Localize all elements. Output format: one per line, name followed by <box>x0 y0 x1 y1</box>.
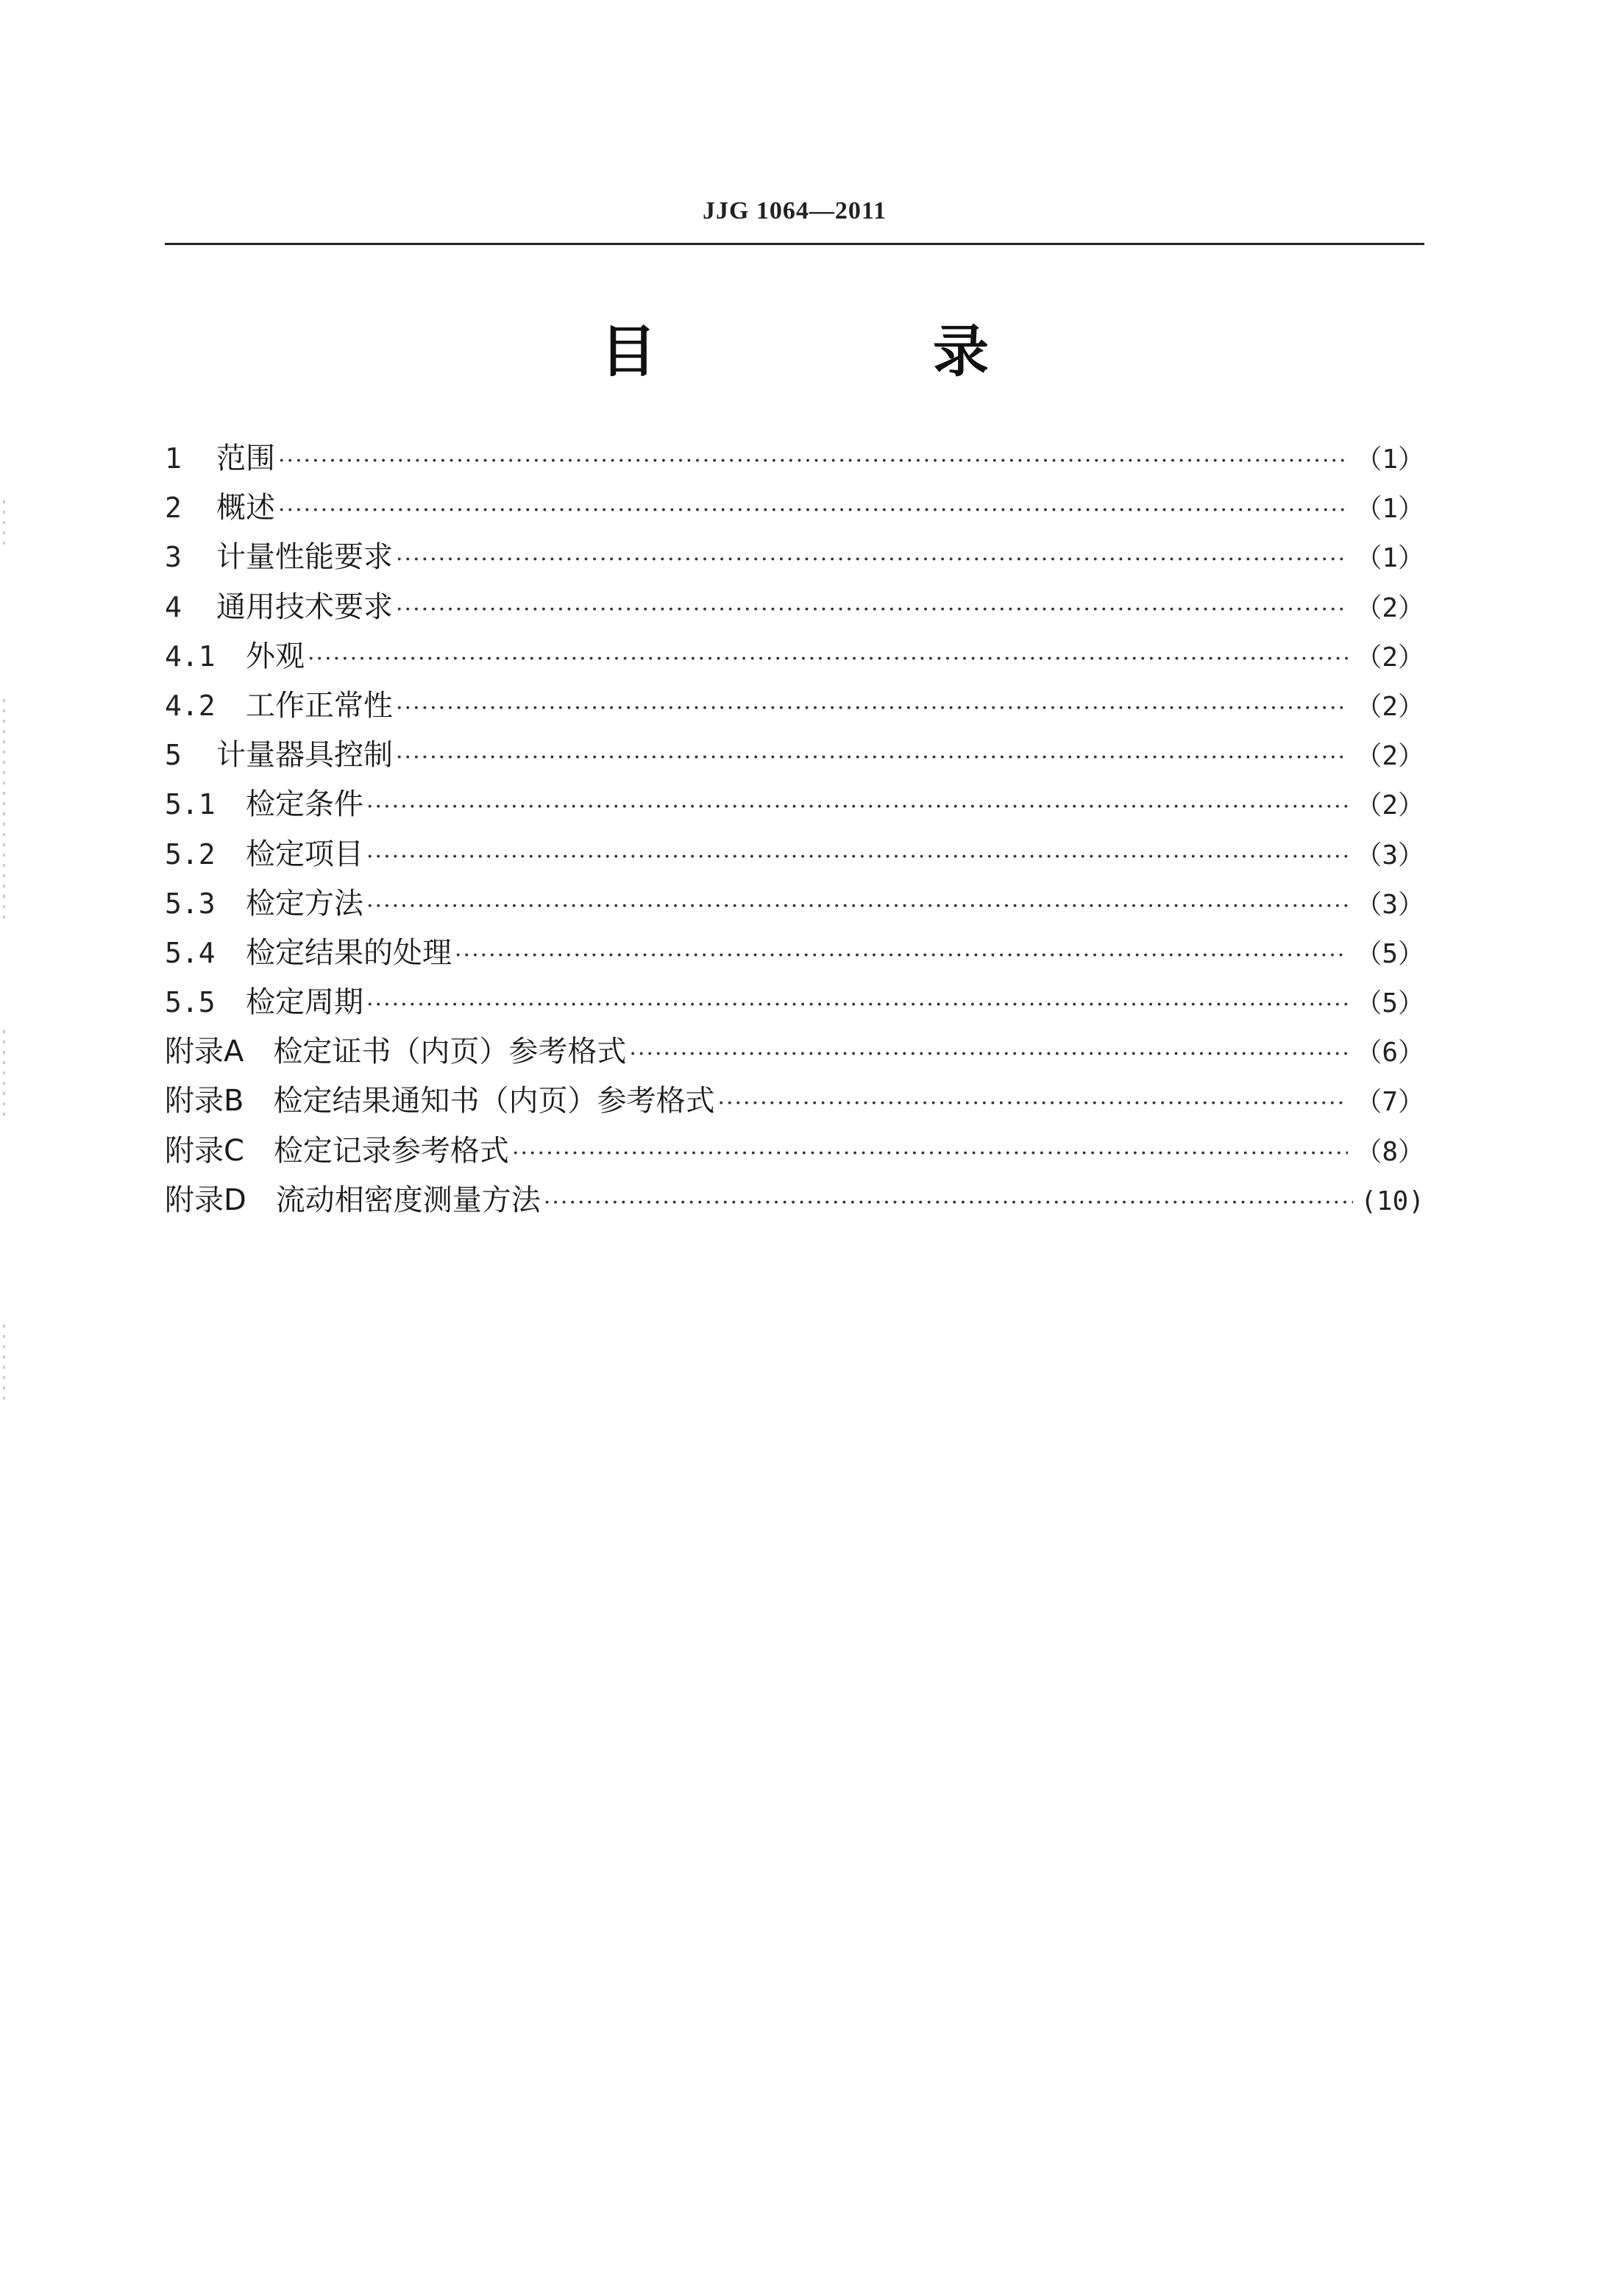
dot-leader <box>278 436 1348 486</box>
toc-entry-label: 附录D 流动相密度测量方法 <box>165 1183 541 1217</box>
toc-entry-label: 外观 <box>246 639 305 673</box>
toc-entry-number: 4 <box>165 590 182 623</box>
toc-entry-page: (10) <box>1360 1186 1424 1216</box>
toc-entry-appendix-c[interactable] <box>165 1127 1424 1176</box>
toc-entry-label: 检定结果的处理 <box>246 935 452 970</box>
toc-entry-page: （2） <box>1355 790 1424 821</box>
toc-entry-number: 5.5 <box>165 986 216 1019</box>
toc-entry-page: （3） <box>1355 840 1424 871</box>
toc-entry-page: （7） <box>1355 1087 1424 1118</box>
dot-leader <box>396 535 1348 584</box>
running-header: JJG 1064—2011 <box>702 197 887 224</box>
toc-entry-label: 范围 <box>216 442 275 475</box>
toc-entry-page: （2） <box>1355 691 1424 722</box>
toc-entry-3[interactable] <box>165 533 1424 582</box>
toc-entry-5-2[interactable] <box>165 830 1424 879</box>
toc-entry-5-1[interactable] <box>165 780 1424 829</box>
toc-entry-label: 附录B 检定结果通知书（内页）参考格式 <box>165 1084 715 1119</box>
toc-entry-1[interactable] <box>165 434 1424 483</box>
dot-leader <box>396 733 1348 782</box>
dot-leader <box>396 585 1348 634</box>
toc-entry-label: 计量性能要求 <box>216 540 393 575</box>
toc-entry-number: 5.4 <box>165 936 216 969</box>
toc-entry-page: （1） <box>1355 444 1424 475</box>
toc-entry-number: 4.2 <box>165 689 216 722</box>
dot-leader <box>396 684 1348 733</box>
toc-entry-number: 2 <box>165 492 182 525</box>
toc-entry-number: 4.1 <box>165 639 216 673</box>
toc-entry-page: （3） <box>1355 889 1424 920</box>
toc-entry-page: （5） <box>1355 988 1424 1019</box>
toc-entry-5-3[interactable] <box>165 879 1424 929</box>
dot-leader <box>717 1079 1348 1128</box>
dot-leader <box>366 882 1348 931</box>
toc-entry-page: （2） <box>1355 592 1424 623</box>
toc-entry-number: 3 <box>165 541 182 574</box>
toc-entry-page: （5） <box>1355 938 1424 969</box>
toc-entry-5-5[interactable] <box>165 978 1424 1027</box>
dot-leader <box>629 1030 1348 1079</box>
toc-entry-label: 检定条件 <box>246 787 363 822</box>
toc-entry-number: 5.3 <box>165 887 216 920</box>
dot-leader <box>366 782 1348 832</box>
toc-entry-number: 5.1 <box>165 788 216 821</box>
toc-entry-label: 附录A 检定证书（内页）参考格式 <box>165 1035 627 1069</box>
toc-entry-label: 通用技术要求 <box>216 589 393 624</box>
toc-entry-number: 5 <box>165 739 182 772</box>
table-of-contents <box>165 434 1424 1225</box>
scan-artifact <box>3 699 5 920</box>
header-rule <box>165 243 1424 245</box>
toc-entry-label: 检定周期 <box>246 985 363 1020</box>
toc-entry-label: 工作正常性 <box>246 688 393 723</box>
toc-entry-5[interactable] <box>165 731 1424 780</box>
scan-artifact <box>3 500 5 545</box>
toc-entry-label: 计量器具控制 <box>216 738 393 773</box>
dot-leader <box>455 931 1348 980</box>
toc-entry-page: （1） <box>1355 543 1424 574</box>
toc-entry-label: 检定方法 <box>246 886 363 921</box>
scan-artifact <box>3 1325 5 1406</box>
toc-entry-label: 概述 <box>216 491 275 525</box>
toc-title: 目 录 <box>600 319 1099 384</box>
dot-leader <box>366 980 1348 1030</box>
toc-entry-label: 检定项目 <box>246 837 363 871</box>
toc-entry-4-2[interactable] <box>165 681 1424 731</box>
toc-entry-page: （1） <box>1355 494 1424 525</box>
dot-leader <box>512 1129 1348 1178</box>
toc-entry-5-4[interactable] <box>165 929 1424 978</box>
toc-entry-4-1[interactable] <box>165 632 1424 681</box>
toc-entry-number: 1 <box>165 442 182 475</box>
scan-artifact <box>3 1030 5 1119</box>
toc-entry-page: （2） <box>1355 642 1424 673</box>
toc-entry-page: （8） <box>1355 1136 1424 1167</box>
dot-leader <box>278 486 1348 535</box>
dot-leader <box>366 832 1348 882</box>
toc-entry-page: （6） <box>1355 1038 1424 1069</box>
toc-entry-page: （2） <box>1355 741 1424 772</box>
toc-entry-2[interactable] <box>165 483 1424 533</box>
toc-entry-appendix-a[interactable] <box>165 1027 1424 1077</box>
toc-entry-label: 附录C 检定记录参考格式 <box>165 1133 509 1168</box>
toc-entry-appendix-d[interactable] <box>165 1176 1424 1225</box>
toc-entry-number: 5.2 <box>165 837 216 871</box>
dot-leader <box>308 634 1348 684</box>
dot-leader <box>544 1178 1353 1227</box>
toc-entry-4[interactable] <box>165 583 1424 632</box>
toc-entry-appendix-b[interactable] <box>165 1077 1424 1126</box>
